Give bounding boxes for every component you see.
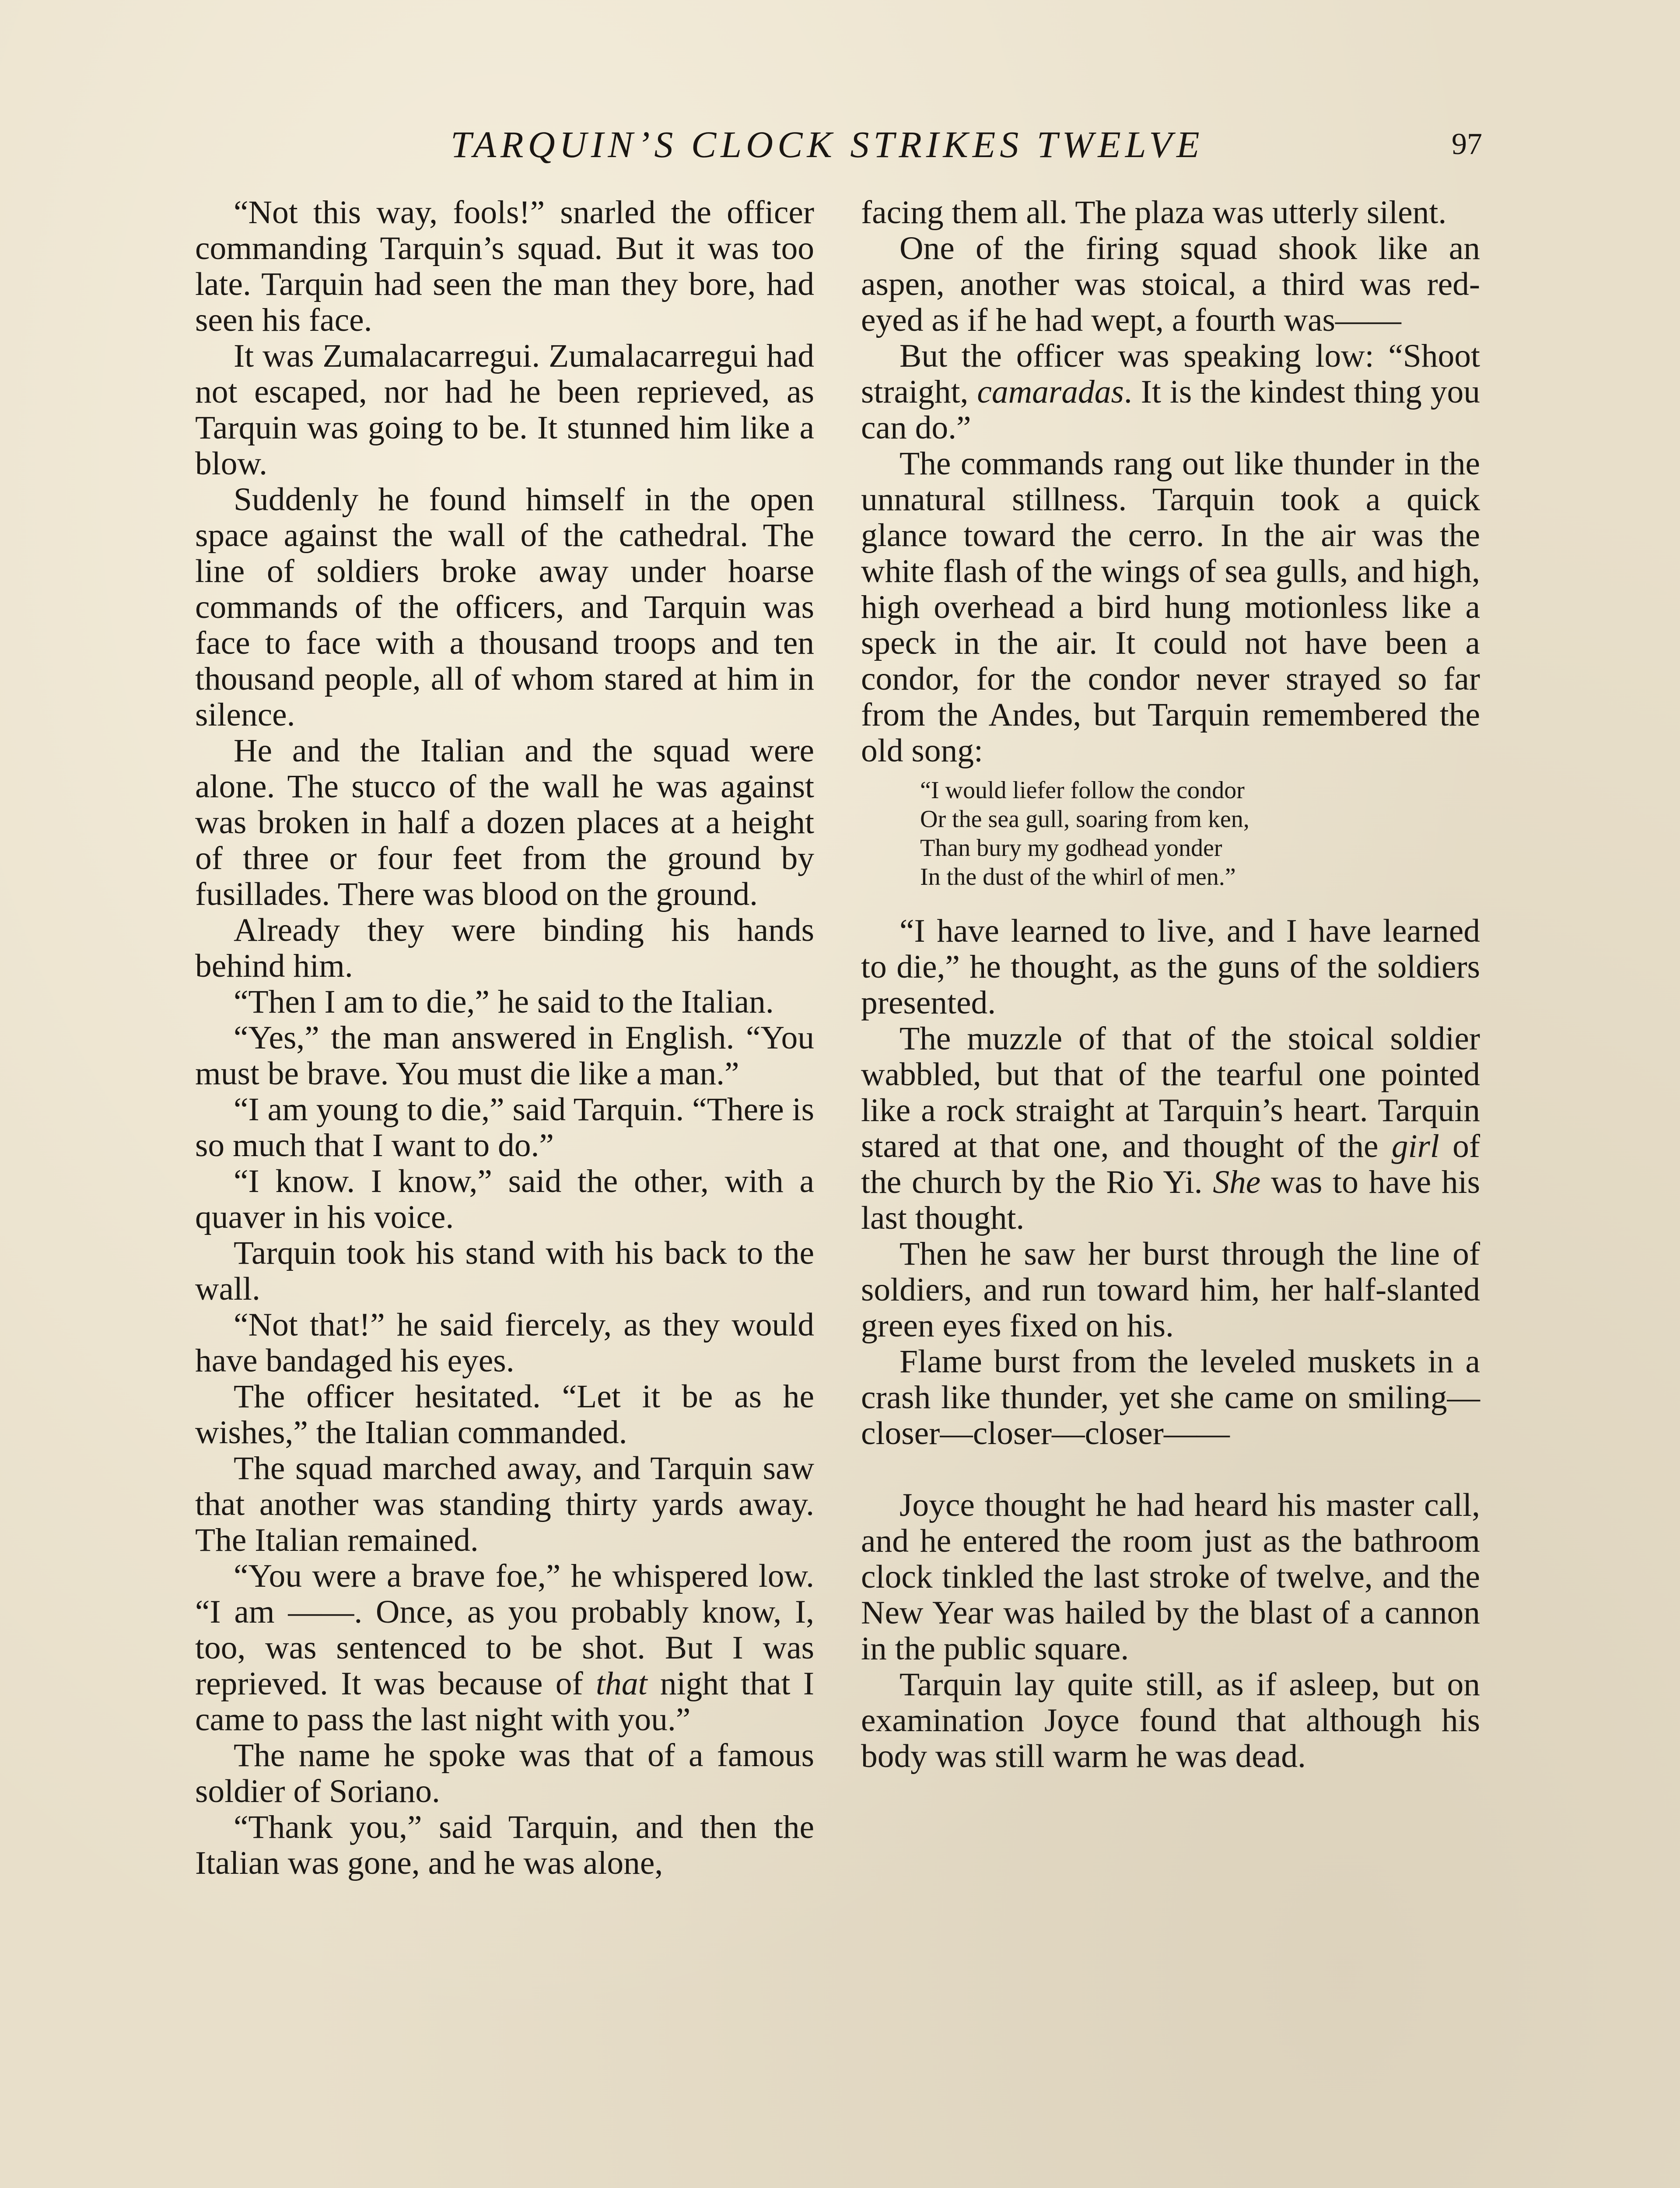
continued-paragraph: facing them all. The plaza was utterly silent. bbox=[861, 194, 1447, 231]
paragraph: The muzzle of that of the stoical soldier wabbled, but that of the tearful one pointed like a rock straight at Tarquin’s heart. Tarquin stared at that one, and thought of the girl of the church by the Rio Yi. She was to have his last thought. bbox=[861, 1020, 1480, 1236]
paragraph: One of the firing squad shook like an aspen, another was stoical, a third was red-eyed as if he had wept, a fourth was—— bbox=[861, 230, 1480, 338]
paragraph: “Thank you,” said Tarquin, and then the Italian was gone, and he was alone, bbox=[195, 1809, 814, 1881]
running-title: TARQUIN’S CLOCK STRIKES TWELVE bbox=[451, 123, 1204, 165]
paragraph: It was Zumalacarregui. Zumalacarregui had not escaped, nor had he been reprieved, as Tarquin was going to be. It stunned him like a blow. bbox=[195, 338, 814, 482]
paragraph: Tarquin took his stand with his back to the wall. bbox=[195, 1235, 814, 1307]
poem-line: “I would liefer follow the condor bbox=[920, 777, 1245, 804]
paragraph: “I am young to die,” said Tarquin. “There is so much that I want to do.” bbox=[195, 1091, 814, 1164]
paragraph: Suddenly he found himself in the open space against the wall of the cathedral. The line of soldiers broke away under hoarse commands of the officers, and Tarquin was face to face with a thousand troops and ten thousand people, all of whom stared at him in silence. bbox=[195, 481, 814, 733]
left-column bbox=[195, 195, 814, 1881]
paragraph: “Yes,” the man answered in English. “You must be brave. You must die like a man.” bbox=[195, 1020, 814, 1092]
paragraph: “I have learned to live, and I have learned to die,” he thought, as the guns of the soldiers presented. bbox=[861, 913, 1480, 1021]
paragraph: Joyce thought he had heard his master call, and he entered the room just as the bathroom clock tinkled the last stroke of twelve, and the New Year was hailed by the blast of a cannon in the public square. bbox=[861, 1487, 1480, 1667]
paragraph: “Not that!” he said fiercely, as they would have bandaged his eyes. bbox=[195, 1307, 814, 1379]
page-header bbox=[0, 114, 1680, 175]
paragraph: The name he spoke was that of a famous soldier of Soriano. bbox=[195, 1737, 814, 1809]
paragraph: The officer hesitated. “Let it be as he wishes,” the Italian commanded. bbox=[195, 1378, 814, 1451]
section-break bbox=[861, 1452, 1480, 1487]
poem-line: In the dust of the whirl of men.” bbox=[920, 863, 1236, 891]
poem-quote bbox=[920, 776, 1480, 891]
paragraph: “Then I am to die,” he said to the Italian. bbox=[234, 984, 774, 1020]
page-number: 97 bbox=[1452, 127, 1482, 161]
paragraph: Flame burst from the leveled muskets in a crash like thunder, yet she came on smiling—closer—closer—closer—— bbox=[861, 1343, 1480, 1452]
poem-line: Than bury my godhead yonder bbox=[920, 835, 1222, 862]
paragraph: Tarquin lay quite still, as if asleep, but on examination Joyce found that although his body was still warm he was dead. bbox=[861, 1666, 1480, 1774]
poem-line: Or the sea gull, soaring from ken, bbox=[920, 806, 1250, 833]
paragraph: The squad marched away, and Tarquin saw that another was standing thirty yards away. The Italian remained. bbox=[195, 1450, 814, 1558]
paragraph: “I know. I know,” said the other, with a quaver in his voice. bbox=[195, 1163, 814, 1235]
paragraph: But the officer was speaking low: “Shoot straight, camaradas. It is the kindest thing you can do.” bbox=[861, 338, 1480, 446]
paragraph: “Not this way, fools!” snarled the officer commanding Tarquin’s squad. But it was too late. Tarquin had seen the man they bore, had seen his face. bbox=[195, 194, 814, 338]
paragraph: Then he saw her burst through the line of soldiers, and run toward him, her half-slanted green eyes fixed on his. bbox=[861, 1236, 1480, 1344]
paragraph: Already they were binding his hands behind him. bbox=[195, 912, 814, 984]
paragraph: The commands rang out like thunder in the unnatural stillness. Tarquin took a quick glance toward the cerro. In the air was the white flash of the wings of sea gulls, and high, high overhead a bird hung motionless like a speck in the air. It could not have been a condor, for the condor never strayed so far from the Andes, but Tarquin remembered the old song: bbox=[861, 445, 1480, 769]
paragraph: He and the Italian and the squad were alone. The stucco of the wall he was against was broken in half a dozen places at a height of three or four feet from the ground by fusillades. There was blood on the ground. bbox=[195, 733, 814, 912]
paragraph: “You were a brave foe,” he whispered low. “I am ——. Once, as you probably know, I, too, was sentenced to be shot. But I was reprieved. It was because of that night that I came to pass the last night with you.” bbox=[195, 1558, 814, 1738]
right-column bbox=[861, 195, 1480, 1774]
signature-folio bbox=[262, 2186, 276, 2188]
